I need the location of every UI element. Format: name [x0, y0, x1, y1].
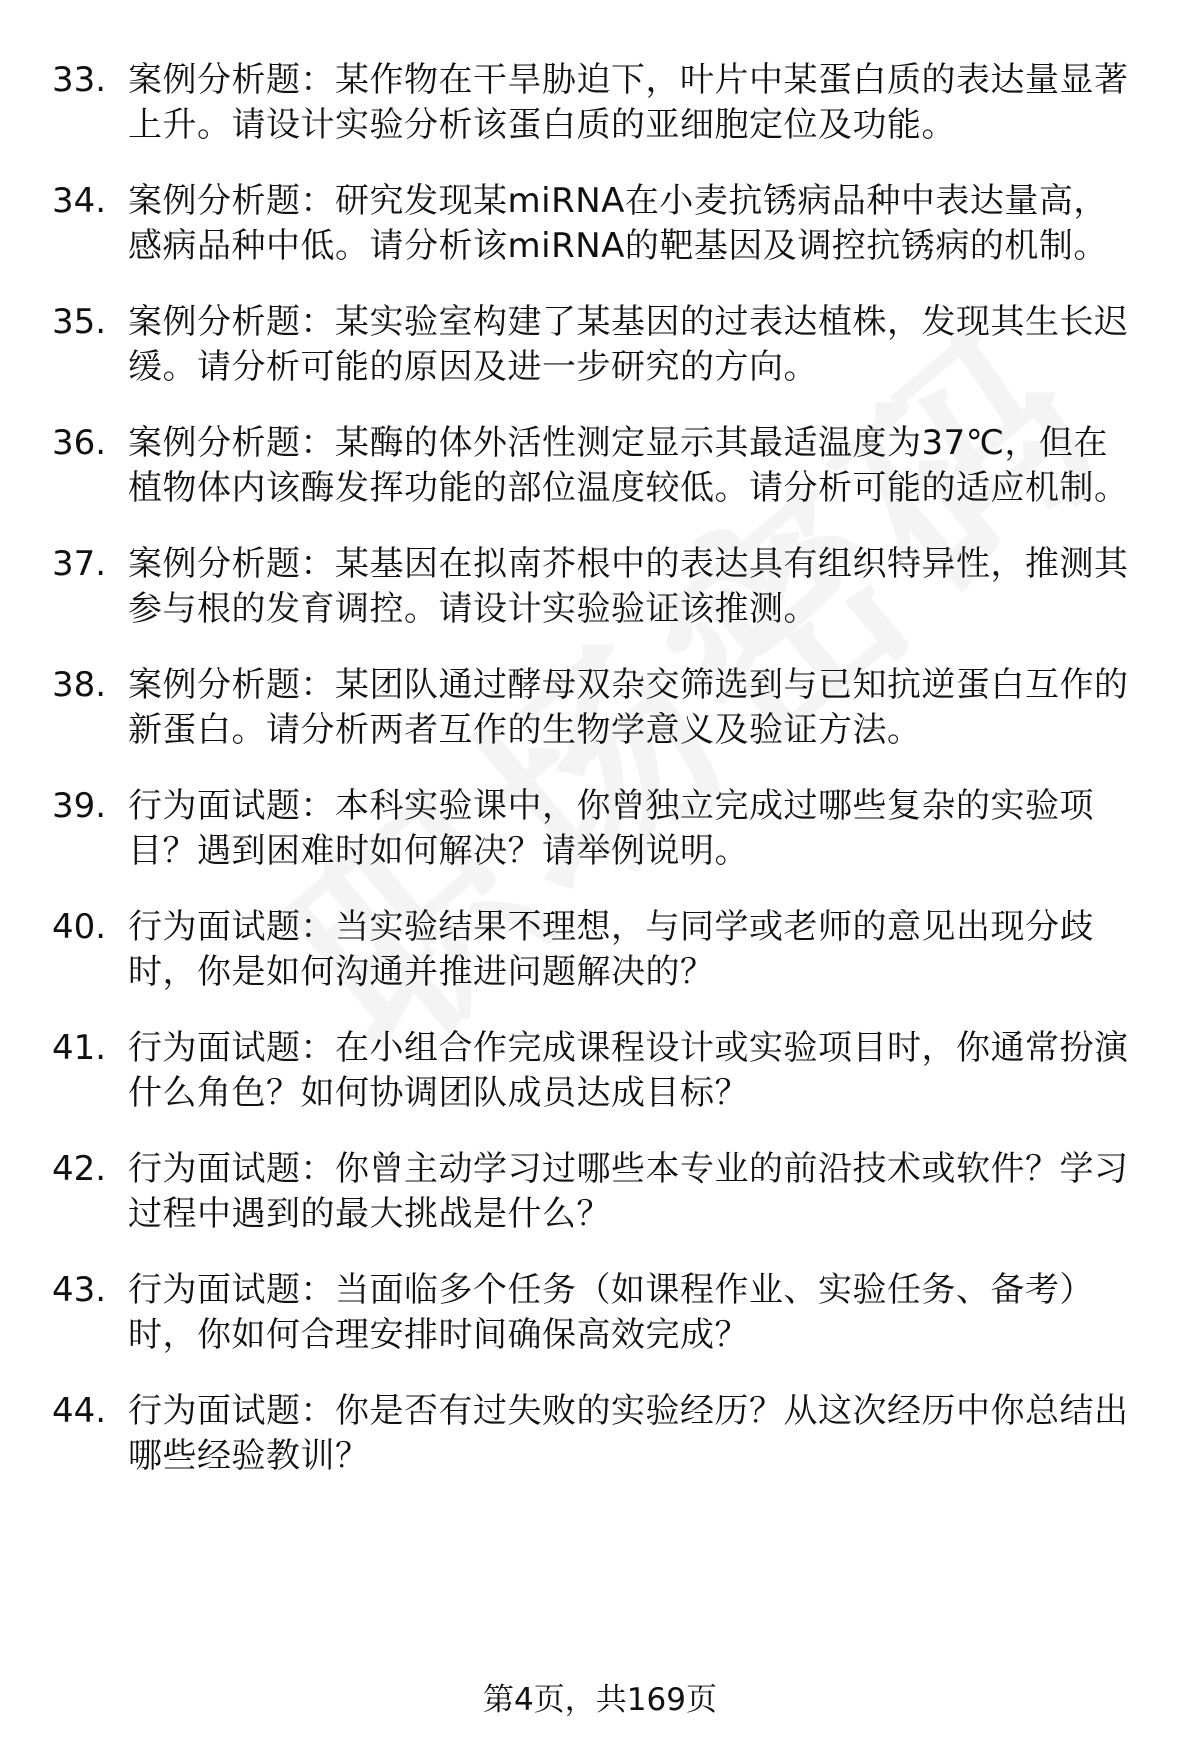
question-item: [0, 1389, 1200, 1479]
question-item: [0, 300, 1200, 390]
question-number: 38.: [52, 665, 107, 705]
question-number: 33.: [52, 60, 107, 100]
question-item: [0, 1147, 1200, 1237]
page-footer: [0, 1680, 1200, 1720]
question-text: 行为面试题：当实验结果不理想，与同学或老师的意见出现分歧时，你是如何沟通并推进问题解决的？: [128, 907, 1094, 992]
question-number: 40.: [52, 907, 107, 947]
question-item: [0, 1026, 1200, 1116]
question-list: [0, 58, 1200, 1510]
question-item: [0, 663, 1200, 753]
question-item: [0, 421, 1200, 511]
question-item: [0, 179, 1200, 269]
question-number: 36.: [52, 423, 107, 463]
question-number: 37.: [52, 544, 107, 584]
question-text: 案例分析题：某作物在干旱胁迫下，叶片中某蛋白质的表达量显著上升。请设计实验分析该蛋白质的亚细胞定位及功能。: [128, 60, 1129, 145]
question-text: 行为面试题：当面临多个任务（如课程作业、实验任务、备考）时，你如何合理安排时间确保高效完成？: [128, 1270, 1094, 1355]
question-number: 44.: [52, 1391, 107, 1431]
question-number: 43.: [52, 1270, 107, 1310]
question-number: 39.: [52, 786, 107, 826]
question-text: 案例分析题：研究发现某miRNA在小麦抗锈病品种中表达量高，感病品种中低。请分析该miRNA的靶基因及调控抗锈病的机制。: [128, 181, 1108, 266]
question-number: 34.: [52, 181, 107, 221]
question-text: 行为面试题：你是否有过失败的实验经历？从这次经历中你总结出哪些经验教训？: [128, 1391, 1129, 1476]
question-text: 行为面试题：你曾主动学习过哪些本专业的前沿技术或软件？学习过程中遇到的最大挑战是什么？: [128, 1149, 1129, 1234]
question-text: 案例分析题：某基因在拟南芥根中的表达具有组织特异性，推测其参与根的发育调控。请设计实验验证该推测。: [128, 544, 1129, 629]
question-item: [0, 58, 1200, 148]
page-number-label: 第4页，共169页: [483, 1682, 717, 1718]
question-text: 案例分析题：某实验室构建了某基因的过表达植株，发现其生长迟缓。请分析可能的原因及进一步研究的方向。: [128, 302, 1129, 387]
question-number: 41.: [52, 1028, 107, 1068]
question-number: 35.: [52, 302, 107, 342]
question-item: [0, 542, 1200, 632]
question-text: 行为面试题：在小组合作完成课程设计或实验项目时，你通常扮演什么角色？如何协调团队成员达成目标？: [128, 1028, 1129, 1113]
question-text: 行为面试题：本科实验课中，你曾独立完成过哪些复杂的实验项目？遇到困难时如何解决？请举例说明。: [128, 786, 1094, 871]
question-item: [0, 784, 1200, 874]
question-item: [0, 1268, 1200, 1358]
question-text: 案例分析题：某酶的体外活性测定显示其最适温度为37℃，但在植物体内该酶发挥功能的部位温度较低。请分析可能的适应机制。: [128, 423, 1129, 508]
question-text: 案例分析题：某团队通过酵母双杂交筛选到与已知抗逆蛋白互作的新蛋白。请分析两者互作的生物学意义及验证方法。: [128, 665, 1129, 750]
question-number: 42.: [52, 1149, 107, 1189]
question-item: [0, 905, 1200, 995]
